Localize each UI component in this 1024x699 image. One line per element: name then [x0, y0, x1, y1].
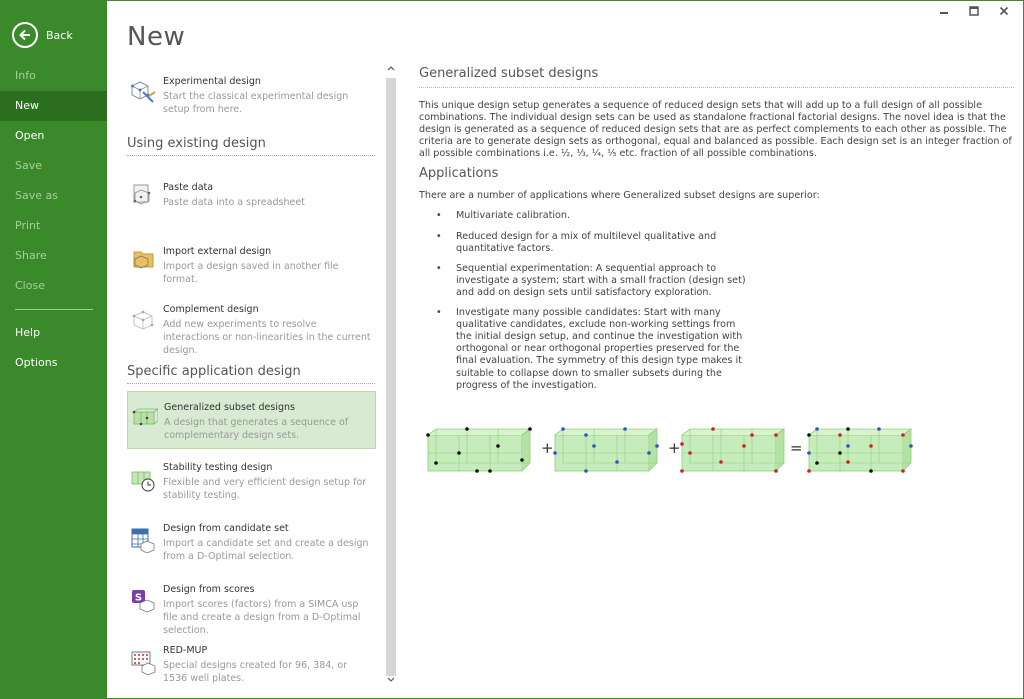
scroll-up-icon[interactable] [384, 64, 398, 76]
item-description: A design that generates a sequence of complementary design sets. [164, 417, 349, 441]
item-title: Paste data [163, 182, 214, 193]
well-plate-icon [131, 649, 157, 675]
close-icon[interactable] [998, 6, 1010, 19]
page-title: New [127, 22, 186, 52]
list-item: • Investigate many possible candidates: Start with many qualitative candidates, exclude non-working settings from the initial design setup, and continue the investigation with orthogonal or near orthogonal properties preserved for the final evaluation. The symmetry of this design type makes it suitable to collapse down to smaller subsets during the progress of the investigation. [419, 307, 749, 392]
generalized-subset-icon [132, 406, 158, 432]
description-panel [419, 66, 1014, 400]
nav-info[interactable]: Info [15, 69, 36, 82]
scroll-thumb[interactable] [386, 78, 396, 676]
subset-design-diagram [422, 420, 922, 480]
folder-icon [131, 244, 157, 270]
item-title: Generalized subset designs [164, 402, 295, 413]
description-title: Generalized subset designs [419, 66, 1014, 88]
item-import-external-design[interactable] [127, 240, 376, 288]
item-title: Stability testing design [163, 462, 273, 473]
scroll-down-icon[interactable] [384, 676, 398, 688]
plus-operator: + [668, 439, 681, 457]
candidate-set-icon [131, 527, 157, 553]
item-title: Design from candidate set [163, 523, 289, 534]
nav-new[interactable]: New [0, 91, 107, 121]
nav-close[interactable]: Close [15, 279, 45, 292]
window-controls [938, 6, 1010, 19]
item-paste-data[interactable] [127, 176, 376, 224]
simca-scores-icon [131, 588, 157, 614]
design-set-2 [553, 427, 659, 473]
item-title: Import external design [163, 246, 272, 257]
item-description: Import scores (factors) from a SIMCA usp file and create a design from a D-Optimal selection. [163, 599, 361, 636]
nav-print[interactable]: Print [15, 219, 41, 232]
applications-heading: Applications [419, 166, 499, 182]
item-design-from-candidate-set[interactable] [127, 517, 376, 569]
nav-options[interactable]: Options [15, 356, 58, 369]
item-description: Flexible and very efficient design setup for stability testing. [163, 477, 367, 501]
item-title: Experimental design [163, 76, 261, 87]
design-set-3 [680, 427, 784, 473]
maximize-icon[interactable] [968, 6, 980, 19]
minimize-icon[interactable] [938, 6, 950, 19]
back-label: Back [46, 28, 73, 42]
applications-list [419, 210, 749, 391]
item-title: Complement design [163, 304, 259, 315]
nav-save-as[interactable]: Save as [15, 189, 58, 202]
back-button[interactable] [12, 22, 73, 48]
item-description: Import a design saved in another file format. [163, 261, 339, 285]
stability-testing-icon [131, 468, 157, 494]
complement-design-icon [131, 308, 157, 334]
item-stability-testing-design[interactable] [127, 456, 376, 508]
backstage-sidebar [0, 0, 107, 699]
full-design [807, 427, 913, 473]
nav-share[interactable]: Share [15, 249, 47, 262]
item-title: RED-MUP [163, 645, 208, 656]
item-description: Import a candidate set and create a design from a D-Optimal selection. [163, 538, 369, 562]
description-paragraph: This unique design setup generates a sequence of reduced design sets that will add up to a full design of all possible combinations. The individual design sets can be used as standalone fractional factorial designs. The novel idea is that the design is generated as a sequence of reduced design sets that are as perfect complements to each other as possible. The criteria are to generate design sets as orthogonal, equal and balanced as possible. Each design set is an integer fraction of all possible combinations i.e. ½, ⅓, ¼, ⅕ etc. fraction of all possible combinations. [419, 100, 1012, 160]
paste-data-icon [131, 180, 157, 206]
applications-intro: There are a number of applications where Generalized subset designs are superior: [419, 190, 820, 202]
list-item: • Sequential experimentation: A sequential approach to investigate a system; start with a small fraction (design set) and add on design sets until satisfactory exploration. [419, 263, 749, 299]
item-title: Design from scores [163, 584, 255, 595]
list-scrollbar[interactable] [384, 64, 398, 689]
item-description: Paste data into a spreadsheet [163, 197, 305, 208]
list-item: • Reduced design for a mix of multilevel qualitative and quantitative factors. [419, 231, 749, 255]
svg-text:S: S [134, 592, 143, 604]
nav-help[interactable]: Help [15, 326, 41, 339]
experimental-design-icon [131, 78, 157, 104]
item-description: Special designs created for 96, 384, or 1536 well plates. [163, 660, 348, 684]
section-using-existing-design: Using existing design [127, 136, 375, 156]
item-complement-design[interactable] [127, 300, 376, 356]
section-specific-application-design: Specific application design [127, 364, 375, 384]
back-arrow-icon [12, 22, 38, 48]
plus-operator: + [541, 439, 554, 457]
nav-open[interactable]: Open [15, 129, 45, 142]
list-item: • Multivariate calibration. [419, 210, 749, 222]
item-red-mup[interactable] [127, 639, 376, 691]
equals-operator: = [790, 439, 803, 457]
item-description: Add new experiments to resolve interactions or non-linearities in the current design. [163, 319, 371, 356]
nav-save[interactable]: Save [15, 159, 43, 172]
design-set-1 [426, 427, 532, 473]
item-generalized-subset-designs[interactable] [127, 391, 376, 449]
item-description: Start the classical experimental design setup from here. [163, 91, 349, 115]
item-design-from-scores[interactable] [127, 578, 376, 636]
nav-divider [15, 309, 93, 310]
item-experimental-design[interactable] [127, 70, 376, 118]
